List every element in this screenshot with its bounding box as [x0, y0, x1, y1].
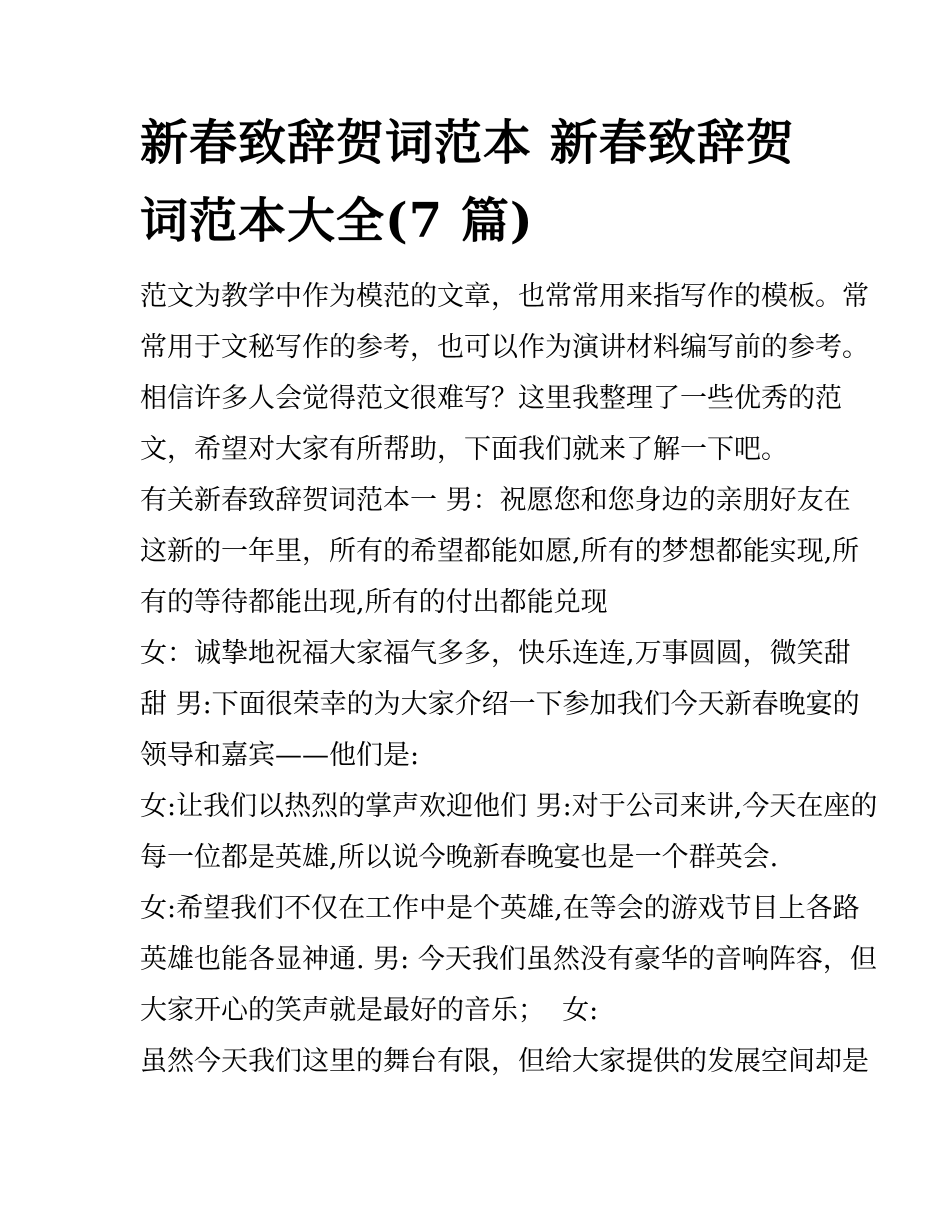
- body-line-1: 范文为教学中作为模范的文章，也常常用来指写作的模板。常: [140, 281, 869, 312]
- title-line-2: 词范本大全(7 篇): [140, 193, 534, 249]
- body-line-8: 女：诚挚地祝福大家福气多多，快乐连连,万事圆圆，微笑甜: [140, 638, 851, 669]
- body-line-9: 甜 男:下面很荣幸的为大家介绍一下参加我们今天新春晚宴的: [140, 689, 860, 720]
- body-line-10: 领导和嘉宾——他们是:: [140, 740, 420, 771]
- body-line-14: 英雄也能各显神通. 男: 今天我们虽然没有豪华的音响阵容，但: [140, 944, 877, 975]
- body-line-3: 相信许多人会觉得范文很难写？这里我整理了一些优秀的范: [140, 383, 842, 414]
- body-line-13: 女:希望我们不仅在工作中是个英雄,在等会的游戏节目上各路: [140, 893, 860, 924]
- body-line-16: 虽然今天我们这里的舞台有限，但给大家提供的发展空间却是: [140, 1046, 869, 1077]
- body-line-7: 有的等待都能出现,所有的付出都能兑现: [140, 587, 608, 618]
- body-line-6: 这新的一年里，所有的希望都能如愿,所有的梦想都能实现,所: [140, 536, 860, 567]
- title-line-1: 新春致辞贺词范本 新春致辞贺: [140, 115, 795, 171]
- body-line-11: 女:让我们以热烈的掌声欢迎他们 男:对于公司来讲,今天在座的: [140, 791, 878, 822]
- body-line-12: 每一位都是英雄,所以说今晚新春晚宴也是一个群英会.: [140, 842, 779, 873]
- body-line-5: 有关新春致辞贺词范本一 男：祝愿您和您身边的亲朋好友在: [140, 485, 851, 516]
- body-line-4: 文，希望对大家有所帮助，下面我们就来了解一下吧。: [140, 434, 788, 465]
- body-line-2: 常用于文秘写作的参考，也可以作为演讲材料编写前的参考。: [140, 332, 869, 363]
- document-body: [140, 271, 877, 1087]
- body-line-15: 大家开心的笑声就是最好的音乐； 女:: [140, 995, 599, 1026]
- document-title: [140, 104, 795, 260]
